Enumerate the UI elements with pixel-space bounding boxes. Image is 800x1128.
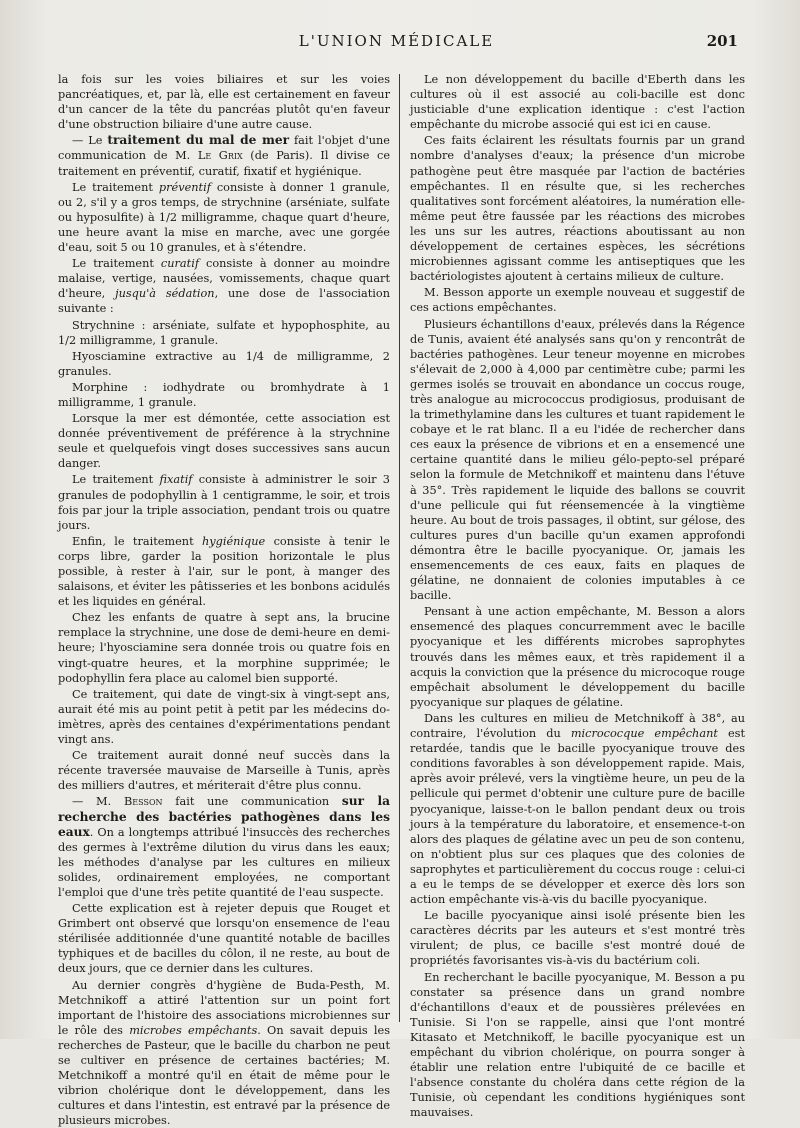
text-run: Le traitement	[72, 257, 161, 271]
text-run: Lorsque la mer est démontée, cette association est donnée préventivement de préférence à la strychnine seule et quelquefois vingt doses successives sans aucun danger.	[58, 412, 390, 471]
page-number: 201	[706, 32, 738, 50]
text-run: , une dose de l'association suivante :	[58, 287, 390, 316]
running-head	[55, 30, 738, 52]
paragraph	[58, 687, 390, 747]
text-run: consiste à administrer le soir 3 granules de podophyllin à 1 centigramme, le soir, et trois fois par jour la triple association, pendant trois ou quatre jours.	[58, 473, 390, 532]
paragraph	[410, 285, 745, 315]
text-run: Morphine : iodhydrate ou bromhydrate à 1 milligramme, 1 granule.	[58, 380, 390, 409]
text-run: Cette explication est à rejeter depuis que Rouget et Grimbert ont observé que lorsqu'on ensemence de l'eau stérilisée additionnée d'une quantité notable de bacilles typhiques et de bacilles du côlon, il ne reste, au bout de deux jours, que ce dernier dans les cultures.	[58, 902, 390, 976]
paragraph	[58, 380, 390, 410]
paragraph	[410, 133, 745, 284]
text-run: consiste à donner au moindre malaise, vertige, nausées, vomissements, chaque quart d'heure,	[58, 257, 390, 301]
text-run: Pensant à une action empêchante, M. Besson a alors ensemencé des plaques concurremment avec le bacille pyocyanique et les différents microbes saprophytes trouvés dans les mêmes eaux, et très rapidement il a acquis la conviction que la présence du microcoque rouge empêchait absolument le développement du bacille pyocyanique sur plaques de gélatine.	[410, 605, 745, 709]
paragraph	[58, 349, 390, 379]
text-run: Enfin, le traitement	[72, 534, 202, 548]
paragraph	[58, 318, 390, 348]
right-column	[410, 72, 745, 1120]
text-run: Hyosciamine extractive au 1/4 de milligramme, 2 granules.	[58, 349, 390, 378]
text-run: Plusieurs échantillons d'eaux, prélevés dans la Régence de Tunis, avaient été analysés sans qu'on y rencontrât de bactéries pathogènes. Leur teneur moyenne en microbes s'élevait de 2,000 à 4,000 par centimètre cube; parmi les germes isolés se trouvait en abondance un coccus rouge, très analogue au micrococcus prodigiosus, produisant de la trimethylamine dans les cultures et tuant rapidement le cobaye et le rat blanc. Il a eu l'idée de rechercher dans ces eaux la présence de vibrions et en a ensemencé une certaine quantité dans le milieu gélo-pepto-sel préparé selon la formule de Metchnikoff et maintenu dans l'étuve à 35°. Très rapidement le liquide des ballons se couvrit d'une pellicule qui fut réensemencée à la vingtième heure. Au bout de trois passages, il obtint, sur gélose, des cultures pures d'un bacille qu'un examen approfondi démontra être le bacille pyocyanique. Or, jamais les ensemencements de ces eaux, faits en plaques de gélatine, ne donnaient de colonies imputables à ce bacille.	[410, 317, 745, 603]
text-run: — M.	[72, 795, 124, 809]
paragraph	[410, 72, 745, 132]
paragraph	[410, 604, 745, 710]
paragraph	[58, 610, 390, 685]
paragraph	[410, 908, 745, 968]
paragraph	[58, 411, 390, 471]
text-run: Le traitement	[72, 180, 159, 194]
text-run: Ces faits éclairent les résultats fournis par un grand nombre d'analyses d'eaux; la présence d'un microbe pathogène peut être masquée par l'action de bactéries empêchantes. Il en résulte que, si les recherches qualitatives sont forcément aléatoires, la numération elle-même peut être faussée par les réactions des microbes les uns sur les autres, réactions aboutissant au non développement de certaines espèces, les sécrétions microbiennes agissant comme les antiseptiques que les bactériologistes ajoutent à certains milieux de culture.	[410, 134, 745, 284]
text-run: fait une communication	[162, 795, 342, 809]
paragraph	[410, 317, 745, 604]
text-run: En recherchant le bacille pyocyanique, M. Besson a pu constater sa présence dans un grand nombre d'échantillons d'eaux et de poussières prélevées en Tunisie. Si l'on se rappelle, ainsi que l'ont montré Kitasato et Metchnikoff, le bacille pyocyanique est un empêchant du vibrion cholérique, on pourra songer à établir une relation entre l'ubiquité de ce bacille et l'absence constante du choléra dans cette région de la Tunisie, où cependant les conditions hygiéniques sont mauvaises.	[410, 970, 745, 1120]
styled-text: Le Grix	[197, 149, 243, 163]
text-run: . On savait depuis les recherches de Pasteur, que le bacille du charbon ne peut se cultiver en présence de certaines bactéries; M. Metchnikoff a montré qu'il en était de même pour le vibrion cholérique dont le développement, dans les cultures et dans l'intestin, est entravé par la présence de plusieurs microbes.	[58, 1023, 390, 1128]
paragraph	[58, 794, 390, 900]
styled-text: Besson	[124, 795, 163, 809]
text-run: Ce traitement, qui date de vingt-six à vingt-sept ans, aurait été mis au point petit à petit par les médecins do-imètres, après des centaines d'expérimentations pendant vingt ans.	[58, 687, 390, 747]
paragraph	[410, 711, 745, 907]
text-run: Dans les cultures en milieu de Metchnikoff à 38°, au contraire, l'évolution du	[410, 711, 745, 741]
paragraph	[58, 72, 390, 132]
text-run: est retardée, tandis que le bacille pyocyanique trouve des conditions favorables à son développement rapide. Mais, après avoir prélevé, vers la vingtième heure, un peu de la pellicule qui permet d'obtenir une culture pure de bacille pyocyanique, laisse-t-on le ballon pendant deux ou trois jours à la température du laboratoire, et ensemence-t-on alors des plaques de gélatine avec un peu de son contenu, on n'obtient plus sur ces plaques que des colonies de saprophytes et particulièrement du coccus rouge : celui-ci a eu le temps de se développer et exerce dès lors son action empêchante vis-à-vis du bacille pyocyanique.	[410, 727, 745, 907]
paragraph	[58, 534, 390, 609]
paragraph	[410, 970, 745, 1121]
styled-text: jusqu'à sédation	[115, 287, 215, 301]
text-run: (de Paris). Il divise ce traitement en préventif, curatif, fixatif et hygiénique.	[58, 149, 391, 178]
running-title: L'UNION MÉDICALE	[298, 32, 495, 50]
styled-text: fixatif	[159, 473, 193, 487]
text-run: Le traitement	[72, 473, 160, 487]
text-run: Le non développement du bacille d'Eberth dans les cultures où il est associé au coli-bacille est donc justiciable d'une explication identique : c'est l'action empêchante du microbe associé qui est ici en cause.	[410, 73, 745, 132]
text-run: . On a longtemps attribué l'insuccès des recherches des germes à l'extrême dilution du virus dans les eaux; les méthodes d'analyse par les cultures en milieux solides, ordinairement employées, ne comportant l'emploi que d'une très petite quantité de l'eau suspecte.	[58, 825, 390, 899]
styled-text: micrococque empêchant	[570, 727, 718, 741]
text-run: consiste à donner 1 granule, ou 2, s'il y a gros temps, de strychnine (arséniate, sulfate ou hyposulfite) à 1/2 milligramme, chaque quart d'heure, une heure avant la mise en marche, avec une gorgée d'eau, soit 5 ou 10 granules, et à s'étendre.	[58, 180, 390, 255]
styled-text: hygiénique	[201, 534, 266, 548]
text-run: fait l'objet d'une communication de M.	[58, 134, 390, 163]
paragraph	[58, 901, 390, 976]
column-divider	[399, 74, 400, 1022]
paragraph	[58, 256, 390, 316]
text-run: Au dernier congrès d'hygiène de Buda-Pesth, M. Metchnikoff a attiré l'attention sur un point fort important de l'histoire des associations microbiennes sur le rôle des	[58, 978, 390, 1037]
text-run: Ce traitement aurait donné neuf succès dans la récente traversée mauvaise de Marseille à Tunis, après des milliers d'autres, et mériterait d'être plus connu.	[58, 749, 390, 793]
styled-text: traitement du mal de mer	[107, 133, 290, 148]
paragraph	[58, 748, 390, 793]
paragraph	[58, 180, 390, 255]
left-column	[58, 72, 391, 1128]
text-run: Strychnine : arséniate, sulfate et hypophosphite, au 1/2 milligramme, 1 granule.	[58, 318, 390, 347]
paragraph	[58, 978, 390, 1128]
styled-text: préventif	[158, 180, 211, 194]
text-run: consiste à tenir le corps libre, garder la position horizontale le plus possible, à rester à l'air, sur le pont, à manger des salaisons, et éviter les pâtisseries et les bonbons acidulés et les liquides en général.	[58, 534, 390, 609]
styled-text: microbes empêchants	[129, 1023, 258, 1037]
text-run: Chez les enfants de quatre à sept ans, la brucine remplace la strychnine, une dose de demi-heure en demi-heure; l'hyosciamine sera donnée trois ou quatre fois en vingt-quatre heures, et la morphine supprimée; le podophyllin fera place au calomel bien supporté.	[58, 611, 390, 685]
paragraph	[58, 133, 390, 178]
styled-text: sur la recherche des bactéries pathogènes dans les eaux	[58, 794, 390, 839]
text-run: — Le	[72, 134, 108, 148]
text-run: la fois sur les voies biliaires et sur les voies pancréatiques, et, par là, elle est certainement en faveur d'un cancer de la tête du pancréas plutôt qu'en faveur d'une obstruction biliaire d'une autre cause.	[58, 73, 390, 132]
text-run: Le bacille pyocyanique ainsi isolé présente bien les caractères décrits par les auteurs et s'est montré très virulent; de plus, ce bacille s'est montré doué de propriétés favorisantes vis-à-vis du bactérium coli.	[410, 909, 745, 968]
text-run: M. Besson apporte un exemple nouveau et suggestif de ces actions empêchantes.	[410, 286, 745, 315]
styled-text: curatif	[160, 257, 199, 271]
paragraph	[58, 472, 390, 532]
